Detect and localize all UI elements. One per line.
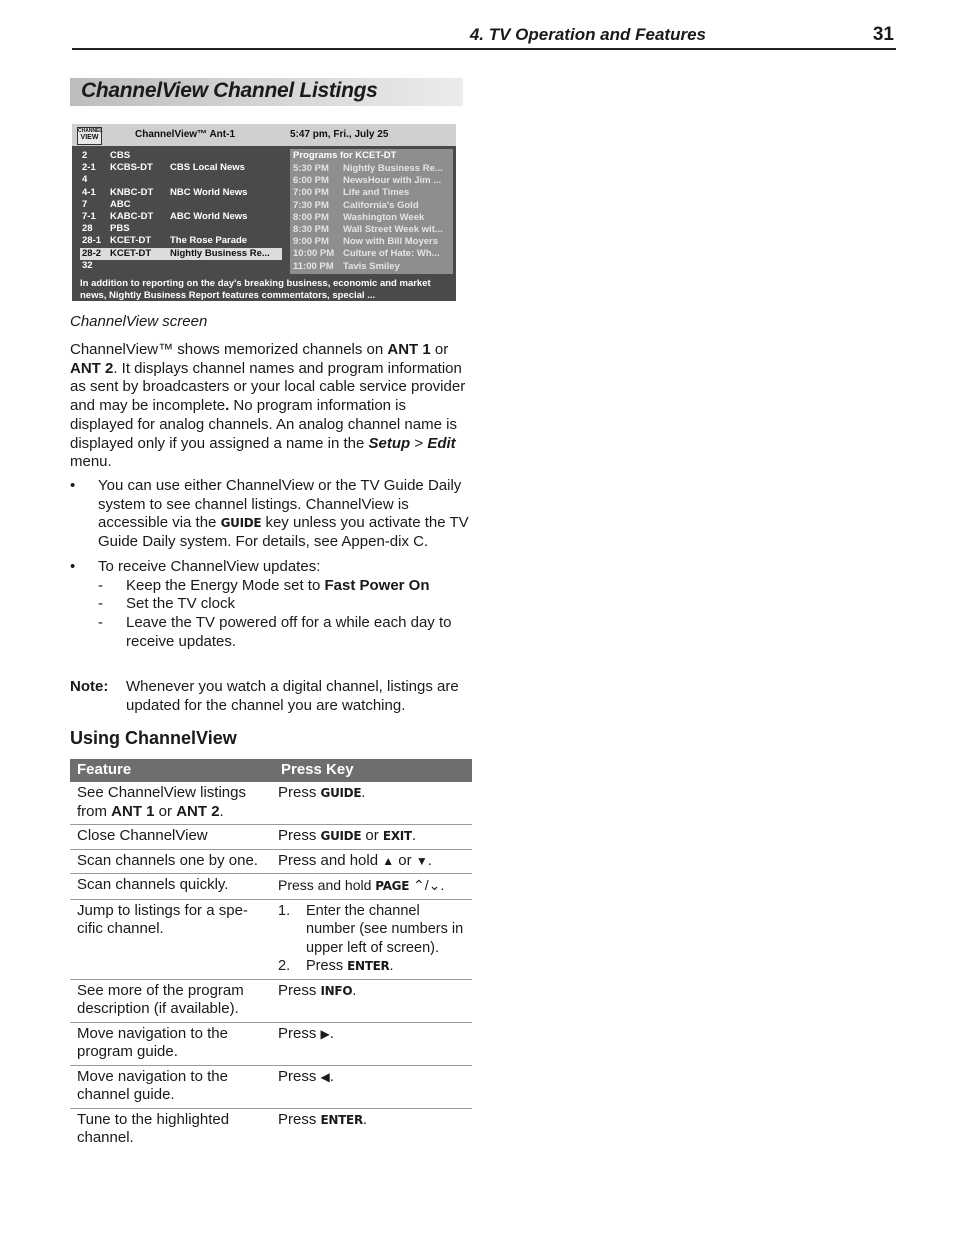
- guide-key-label: GUIDE: [220, 516, 262, 531]
- column-header-feature: Feature: [70, 759, 274, 782]
- left-arrow-icon: ◀: [320, 1069, 330, 1084]
- channel-row[interactable]: [80, 162, 282, 174]
- program-list: [290, 149, 453, 274]
- table-row: Move navigation to the channel guide. Press ◀.: [70, 1065, 472, 1108]
- chapter-title: 4. TV Operation and Features: [469, 25, 706, 44]
- program-title: NewsHour with Jim ...: [343, 175, 442, 187]
- intro-paragraph: ChannelView™ shows memorized channels on ANT 1 or ANT 2. It displays channel names and program information as sent by broadcasters or your local cable service provider and may be incomplete. No program information is displayed for analog channels. An analog channel name is displayed only if you assigned a name in the Setup > Edit menu.: [70, 341, 466, 471]
- channel-row[interactable]: [80, 211, 282, 223]
- program-row[interactable]: [293, 163, 443, 175]
- program-title: Nightly Business Re...: [343, 163, 443, 174]
- screen-time: 5:47 pm, Fri., July 25: [290, 129, 389, 140]
- right-arrow-icon: ▶: [320, 1026, 330, 1041]
- channel-prog: The Rose Parade: [170, 235, 248, 247]
- bullet-list: [70, 477, 470, 657]
- channelview-logo: CHANNEL VIEW: [77, 127, 102, 145]
- note: [70, 678, 470, 715]
- channel-num: 4: [82, 174, 88, 186]
- note-text: Whenever you watch a digital channel, listings are updated for the channel you are watching.: [126, 678, 459, 714]
- channel-num: 7-1: [82, 210, 96, 222]
- program-title: Culture of Hate: Wh...: [343, 248, 440, 260]
- channel-num: 28: [82, 223, 93, 235]
- step-list: 1. Enter the channel number (see numbers in upper left of screen). 2. Press ENTER.: [278, 902, 464, 974]
- program-title: Life and Times: [343, 187, 410, 199]
- program-time: 8:00 PM: [293, 211, 329, 223]
- channel-prog: Nightly Business Re...: [170, 247, 270, 259]
- channel-call: ABC: [110, 198, 131, 210]
- program-time: 6:00 PM: [293, 175, 329, 187]
- channel-num: 28-2: [82, 247, 102, 259]
- channel-prog: CBS Local News: [170, 162, 245, 174]
- channel-call: KNBC-DT: [110, 186, 154, 198]
- screen-title-bar: [72, 124, 456, 146]
- table-row: Close ChannelView Press GUIDE or EXIT.: [70, 825, 472, 850]
- page-up-down-icon: ⌃/⌄: [409, 877, 441, 893]
- channel-num: 32: [82, 259, 93, 271]
- column-header-press-key: Press Key: [274, 759, 472, 782]
- program-row[interactable]: [293, 248, 440, 260]
- channel-row[interactable]: [80, 187, 282, 199]
- table-header-row: [70, 759, 472, 782]
- channel-prog: NBC World News: [170, 186, 248, 198]
- channel-row[interactable]: [80, 235, 282, 247]
- section-title-bar: [70, 78, 463, 106]
- sub-item: - Keep the Energy Mode set to Fast Power On: [98, 576, 430, 594]
- channel-call: CBS: [110, 150, 131, 161]
- channel-row[interactable]: [80, 223, 282, 235]
- up-arrow-icon: ▲: [382, 853, 395, 868]
- program-row[interactable]: [293, 236, 438, 248]
- program-title: Now with Bill Moyers: [343, 236, 439, 248]
- program-time: 5:30 PM: [293, 163, 329, 174]
- channel-call: KABC-DT: [110, 210, 154, 222]
- key-table: [70, 759, 472, 1151]
- program-time: 7:30 PM: [293, 199, 329, 211]
- program-title: Tavis Smiley: [343, 260, 400, 272]
- program-row[interactable]: [293, 212, 424, 224]
- table-row: Scan channels quickly. Press and hold PAGE ⌃/⌄.: [70, 874, 472, 900]
- program-title: California's Gold: [343, 199, 419, 211]
- program-time: 10:00 PM: [293, 248, 335, 260]
- program-row[interactable]: [293, 187, 409, 199]
- channel-call: KCET-DT: [110, 235, 152, 247]
- program-title: Wall Street Week wit...: [343, 224, 443, 235]
- channel-row[interactable]: [80, 199, 282, 211]
- channel-num: 2-1: [82, 162, 96, 174]
- program-row[interactable]: [293, 200, 419, 212]
- table-row: Move navigation to the program guide. Press ▶.: [70, 1022, 472, 1065]
- program-list-header: Programs for KCET-DT: [293, 150, 397, 161]
- sub-item: - Leave the TV powered off for a while each day to receive updates.: [98, 613, 452, 650]
- section-title: ChannelView Channel Listings: [81, 79, 378, 102]
- channel-prog: ABC World News: [170, 210, 248, 222]
- channelview-screenshot: [72, 124, 456, 301]
- program-time: 8:30 PM: [293, 224, 329, 235]
- program-description: In addition to reporting on the day's breaking business, economic and market news, Nightly Business Report features commentators, special ...: [80, 278, 431, 301]
- sub-item: - Set the TV clock: [98, 595, 235, 613]
- table-row: Scan channels one by one. Press and hold ▲ or ▼.: [70, 849, 472, 874]
- channel-call: KCBS-DT: [110, 162, 153, 174]
- channel-call: PBS: [110, 223, 130, 235]
- program-time: 9:00 PM: [293, 236, 329, 248]
- using-heading: Using ChannelView: [70, 728, 237, 748]
- screen-title: ChannelView™ Ant-1: [135, 129, 236, 140]
- bullet-item: • You can use either ChannelView or the TV Guide Daily system to see channel listings. ChannelView is accessible via the GUIDE key unless you activate the TV Guide Daily system. For details, see Appen-dix C.: [70, 477, 469, 551]
- channel-num: 7: [82, 198, 88, 210]
- note-label: Note:: [70, 678, 109, 695]
- program-row[interactable]: [293, 224, 443, 236]
- program-row[interactable]: [293, 261, 400, 273]
- program-time: 11:00 PM: [293, 260, 334, 272]
- channel-row[interactable]: [80, 260, 282, 272]
- figure-caption: ChannelView screen: [70, 313, 208, 330]
- channel-num: 2: [82, 150, 88, 161]
- table-row: Jump to listings for a spe-cific channel. 1. Enter the channel number (see numbers in upper left of screen). 2. Press ENTER.: [70, 899, 472, 979]
- program-row[interactable]: [293, 175, 441, 187]
- program-time: 7:00 PM: [293, 187, 329, 199]
- page-header: [72, 22, 896, 50]
- channel-num: 28-1: [82, 235, 102, 247]
- channel-call: KCET-DT: [110, 247, 152, 259]
- table-row: Tune to the highlighted channel. Press ENTER.: [77, 1110, 368, 1146]
- program-title: Washington Week: [343, 211, 425, 223]
- table-row: See more of the program description (if available). Press INFO.: [70, 979, 472, 1022]
- channel-list: [80, 150, 282, 272]
- table-row: See ChannelView listings from ANT 1 or ANT 2. Press GUIDE.: [70, 782, 472, 825]
- channel-row[interactable]: [80, 174, 282, 186]
- page-number: 31: [872, 24, 894, 45]
- down-arrow-icon: ▼: [415, 853, 428, 868]
- channel-row[interactable]: [80, 150, 282, 162]
- channel-num: 4-1: [82, 186, 96, 198]
- bullet-item: • To receive ChannelView updates: - Keep the Energy Mode set to Fast Power On - Set the TV clock - Leave the TV powered off for a while each day to receive updates.: [70, 558, 470, 652]
- channel-row[interactable]: [80, 248, 282, 260]
